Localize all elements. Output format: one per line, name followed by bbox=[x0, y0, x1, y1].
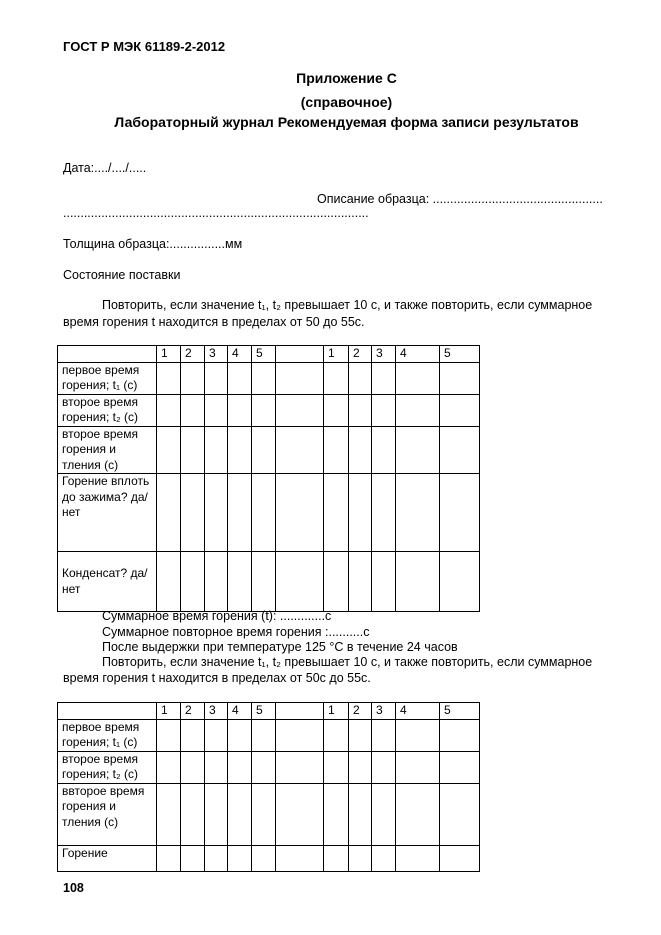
header-cell: 5 bbox=[440, 346, 480, 363]
result-cell[interactable] bbox=[349, 845, 372, 871]
result-cell[interactable] bbox=[349, 394, 372, 426]
table-row bbox=[58, 783, 480, 845]
header-cell: 4 bbox=[228, 346, 252, 363]
result-cell[interactable] bbox=[372, 394, 396, 426]
delivery-condition: Состояние поставки bbox=[63, 268, 181, 282]
header-cell bbox=[276, 703, 324, 720]
standard-code: ГОСТ Р МЭК 61189-2-2012 bbox=[63, 39, 226, 54]
header-cell: 4 bbox=[396, 346, 440, 363]
repeat-instruction-2b: время горения t находится в пределах от 50с до 55с. bbox=[63, 671, 371, 685]
result-cell[interactable] bbox=[181, 719, 205, 751]
result-cell[interactable] bbox=[157, 474, 181, 552]
header-cell bbox=[276, 346, 324, 363]
result-cell[interactable] bbox=[440, 751, 480, 783]
result-cell[interactable] bbox=[349, 474, 372, 552]
result-cell[interactable] bbox=[324, 552, 349, 612]
appendix-title: Приложение С bbox=[296, 70, 397, 86]
result-cell[interactable] bbox=[440, 474, 480, 552]
result-cell[interactable] bbox=[324, 751, 349, 783]
table-row bbox=[58, 362, 480, 394]
result-cell[interactable] bbox=[157, 783, 181, 845]
result-cell[interactable] bbox=[324, 845, 349, 871]
total-burn-time: Суммарное время горения (t): .............с bbox=[102, 609, 332, 623]
result-cell[interactable] bbox=[396, 783, 440, 845]
result-cell[interactable] bbox=[181, 751, 205, 783]
result-cell[interactable] bbox=[228, 845, 252, 871]
result-cell[interactable] bbox=[349, 362, 372, 394]
result-cell[interactable] bbox=[440, 426, 480, 474]
date-field: Дата:..../..../..... bbox=[63, 161, 147, 175]
result-cell[interactable] bbox=[228, 719, 252, 751]
header-cell: 4 bbox=[396, 703, 440, 720]
row-label: Горение bbox=[58, 845, 157, 871]
result-cell[interactable] bbox=[349, 552, 372, 612]
result-cell[interactable] bbox=[440, 552, 480, 612]
result-cell[interactable] bbox=[396, 394, 440, 426]
header-cell: 1 bbox=[324, 346, 349, 363]
result-cell[interactable] bbox=[396, 426, 440, 474]
table-header-blank bbox=[58, 703, 157, 720]
repeat-instruction-1a: Повторить, если значение t₁, t₂ превышает 10 с, и также повторить, если суммарное bbox=[102, 298, 593, 312]
table-row bbox=[58, 845, 480, 871]
result-cell[interactable] bbox=[252, 552, 276, 612]
header-cell: 5 bbox=[252, 703, 276, 720]
result-cell[interactable] bbox=[324, 426, 349, 474]
header-cell: 3 bbox=[205, 346, 228, 363]
result-cell[interactable] bbox=[157, 719, 181, 751]
result-cell[interactable] bbox=[205, 474, 228, 552]
result-cell[interactable] bbox=[372, 362, 396, 394]
result-cell[interactable] bbox=[157, 362, 181, 394]
result-cell[interactable] bbox=[181, 474, 205, 552]
header-cell: 4 bbox=[228, 703, 252, 720]
result-cell[interactable] bbox=[276, 783, 324, 845]
sample-thickness: Толщина образца:................мм bbox=[63, 237, 243, 251]
header-cell: 2 bbox=[181, 703, 205, 720]
result-cell[interactable] bbox=[157, 552, 181, 612]
header-cell: 5 bbox=[440, 703, 480, 720]
result-cell[interactable] bbox=[228, 474, 252, 552]
result-cell[interactable] bbox=[372, 552, 396, 612]
result-cell[interactable] bbox=[252, 474, 276, 552]
sample-description-continuation: ........................................................................................ bbox=[63, 206, 369, 220]
table-header-row bbox=[58, 703, 480, 720]
result-cell[interactable] bbox=[349, 783, 372, 845]
result-cell[interactable] bbox=[157, 845, 181, 871]
row-label: первое время горения; t₁ (с) bbox=[58, 362, 157, 394]
page-number: 108 bbox=[63, 881, 84, 895]
result-cell[interactable] bbox=[157, 394, 181, 426]
result-cell[interactable] bbox=[181, 783, 205, 845]
header-cell: 2 bbox=[181, 346, 205, 363]
result-cell[interactable] bbox=[276, 362, 324, 394]
table-header-blank bbox=[58, 346, 157, 363]
row-label: второе время горения; t₂ (с) bbox=[58, 751, 157, 783]
result-cell[interactable] bbox=[349, 751, 372, 783]
sample-description: Описание образца: ................................................. bbox=[317, 192, 603, 206]
result-cell[interactable] bbox=[205, 426, 228, 474]
row-label: Конденсат? да/нет bbox=[58, 552, 157, 612]
result-cell[interactable] bbox=[228, 783, 252, 845]
header-cell: 1 bbox=[324, 703, 349, 720]
table-row bbox=[58, 474, 480, 552]
results-table-1 bbox=[57, 345, 480, 612]
result-cell[interactable] bbox=[205, 783, 228, 845]
result-cell[interactable] bbox=[372, 719, 396, 751]
result-cell[interactable] bbox=[276, 845, 324, 871]
header-cell: 3 bbox=[372, 346, 396, 363]
header-cell: 3 bbox=[372, 703, 396, 720]
table-row bbox=[58, 426, 480, 474]
row-label: второе время горения; t₂ (с) bbox=[58, 394, 157, 426]
result-cell[interactable] bbox=[440, 845, 480, 871]
result-cell[interactable] bbox=[396, 719, 440, 751]
result-cell[interactable] bbox=[324, 719, 349, 751]
result-cell[interactable] bbox=[181, 552, 205, 612]
result-cell[interactable] bbox=[252, 426, 276, 474]
result-cell[interactable] bbox=[396, 845, 440, 871]
result-cell[interactable] bbox=[324, 783, 349, 845]
result-cell[interactable] bbox=[276, 751, 324, 783]
result-cell[interactable] bbox=[181, 845, 205, 871]
result-cell[interactable] bbox=[205, 719, 228, 751]
result-cell[interactable] bbox=[228, 751, 252, 783]
result-cell[interactable] bbox=[181, 394, 205, 426]
table-row bbox=[58, 719, 480, 751]
results-table-2 bbox=[57, 702, 480, 872]
table-header-row bbox=[58, 346, 480, 363]
result-cell[interactable] bbox=[324, 474, 349, 552]
result-cell[interactable] bbox=[276, 426, 324, 474]
appendix-subtitle: (справочное) bbox=[300, 94, 393, 110]
result-cell[interactable] bbox=[252, 719, 276, 751]
result-cell[interactable] bbox=[349, 719, 372, 751]
result-cell[interactable] bbox=[396, 474, 440, 552]
row-label: ввторое время горения и тления (с) bbox=[58, 783, 157, 845]
table-row bbox=[58, 751, 480, 783]
result-cell[interactable] bbox=[440, 394, 480, 426]
result-cell[interactable] bbox=[252, 362, 276, 394]
result-cell[interactable] bbox=[157, 751, 181, 783]
result-cell[interactable] bbox=[228, 426, 252, 474]
result-cell[interactable] bbox=[372, 845, 396, 871]
result-cell[interactable] bbox=[349, 426, 372, 474]
header-cell: 3 bbox=[205, 703, 228, 720]
header-cell: 2 bbox=[349, 703, 372, 720]
result-cell[interactable] bbox=[181, 426, 205, 474]
result-cell[interactable] bbox=[372, 426, 396, 474]
header-cell: 2 bbox=[349, 346, 372, 363]
total-reburn-time: Суммарное повторное время горения :..........с bbox=[102, 625, 370, 639]
result-cell[interactable] bbox=[372, 751, 396, 783]
repeat-instruction-2a: Повторить, если значение t₁, t₂ превышает 10 с, и также повторить, если суммарное bbox=[102, 655, 593, 669]
result-cell[interactable] bbox=[396, 552, 440, 612]
result-cell[interactable] bbox=[372, 474, 396, 552]
result-cell[interactable] bbox=[228, 552, 252, 612]
result-cell[interactable] bbox=[205, 362, 228, 394]
table-row bbox=[58, 552, 480, 612]
row-label: первое время горения; t₁ (с) bbox=[58, 719, 157, 751]
header-cell: 1 bbox=[157, 346, 181, 363]
after-aging-note: После выдержки при температуре 125 °С в течение 24 часов bbox=[102, 640, 458, 654]
table-row bbox=[58, 394, 480, 426]
result-cell[interactable] bbox=[157, 426, 181, 474]
repeat-instruction-1b: время горения t находится в пределах от 50 до 55с. bbox=[63, 315, 365, 329]
result-cell[interactable] bbox=[276, 552, 324, 612]
header-cell: 5 bbox=[252, 346, 276, 363]
result-cell[interactable] bbox=[252, 394, 276, 426]
result-cell[interactable] bbox=[228, 394, 252, 426]
result-cell[interactable] bbox=[252, 751, 276, 783]
appendix-heading: Лабораторный журнал Рекомендуемая форма записи результатов bbox=[114, 114, 579, 130]
result-cell[interactable] bbox=[276, 719, 324, 751]
result-cell[interactable] bbox=[205, 751, 228, 783]
result-cell[interactable] bbox=[324, 394, 349, 426]
result-cell[interactable] bbox=[252, 783, 276, 845]
result-cell[interactable] bbox=[372, 783, 396, 845]
result-cell[interactable] bbox=[396, 362, 440, 394]
result-cell[interactable] bbox=[324, 362, 349, 394]
header-cell: 1 bbox=[157, 703, 181, 720]
result-cell[interactable] bbox=[440, 362, 480, 394]
result-cell[interactable] bbox=[276, 474, 324, 552]
result-cell[interactable] bbox=[205, 845, 228, 871]
result-cell[interactable] bbox=[228, 362, 252, 394]
row-label: второе время горения и тления (с) bbox=[58, 426, 157, 474]
result-cell[interactable] bbox=[440, 783, 480, 845]
row-label: Горение вплоть до зажима? да/нет bbox=[58, 474, 157, 552]
result-cell[interactable] bbox=[181, 362, 205, 394]
result-cell[interactable] bbox=[205, 552, 228, 612]
result-cell[interactable] bbox=[252, 845, 276, 871]
result-cell[interactable] bbox=[396, 751, 440, 783]
result-cell[interactable] bbox=[440, 719, 480, 751]
result-cell[interactable] bbox=[276, 394, 324, 426]
result-cell[interactable] bbox=[205, 394, 228, 426]
